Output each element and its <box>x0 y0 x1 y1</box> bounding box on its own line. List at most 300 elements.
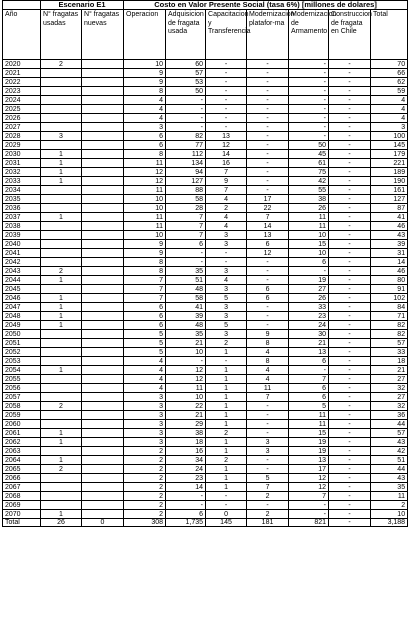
table-cell: 2 <box>124 483 166 492</box>
table-cell: 4 <box>206 222 247 231</box>
table-cell: - <box>329 132 371 141</box>
table-cell: 1 <box>206 438 247 447</box>
group-header-row <box>3 1 408 10</box>
table-cell <box>82 330 124 339</box>
table-cell: 11 <box>247 384 289 393</box>
table-cell: - <box>329 267 371 276</box>
table-cell: 1 <box>206 402 247 411</box>
table-cell: - <box>206 123 247 132</box>
table-cell: - <box>206 114 247 123</box>
table-cell: - <box>206 492 247 501</box>
table-cell: 10 <box>371 510 408 519</box>
table-cell: 29 <box>166 420 206 429</box>
table-cell: 2 <box>206 339 247 348</box>
table-row <box>3 465 408 474</box>
table-cell: - <box>329 393 371 402</box>
table-cell: - <box>247 465 289 474</box>
table-cell: - <box>166 249 206 258</box>
table-cell: 70 <box>371 60 408 69</box>
table-cell: 2048 <box>3 312 41 321</box>
table-cell: 2029 <box>3 141 41 150</box>
table-cell <box>82 474 124 483</box>
table-cell: 51 <box>371 456 408 465</box>
table-cell: 2026 <box>3 114 41 123</box>
table-cell: 6 <box>289 393 329 402</box>
table-cell <box>82 150 124 159</box>
table-cell: 12 <box>206 141 247 150</box>
table-cell: - <box>329 258 371 267</box>
table-cell: 1 <box>206 465 247 474</box>
table-cell: 1 <box>41 177 82 186</box>
table-cell <box>82 492 124 501</box>
table-cell <box>82 438 124 447</box>
table-cell: 5 <box>289 402 329 411</box>
table-cell: 2066 <box>3 474 41 483</box>
table-cell: - <box>289 501 329 510</box>
table-cell: 60 <box>166 60 206 69</box>
table-cell: - <box>329 438 371 447</box>
table-cell: 2047 <box>3 303 41 312</box>
table-cell: 2032 <box>3 168 41 177</box>
table-cell <box>41 330 82 339</box>
table-cell <box>82 258 124 267</box>
table-cell: 10 <box>124 231 166 240</box>
table-cell: 1 <box>206 420 247 429</box>
table-cell: 134 <box>166 159 206 168</box>
table-row <box>3 438 408 447</box>
table-cell: 0 <box>206 510 247 519</box>
table-cell: 1 <box>206 483 247 492</box>
table-cell <box>82 465 124 474</box>
table-row <box>3 186 408 195</box>
table-cell: 145 <box>371 141 408 150</box>
table-cell: 2 <box>124 510 166 519</box>
table-cell: 6 <box>124 312 166 321</box>
table-cell: 12 <box>247 249 289 258</box>
table-row <box>3 294 408 303</box>
table-cell: 1 <box>41 438 82 447</box>
table-cell <box>82 411 124 420</box>
table-cell: - <box>247 258 289 267</box>
table-cell: 5 <box>124 348 166 357</box>
table-cell <box>82 339 124 348</box>
table-cell: - <box>329 87 371 96</box>
table-cell: 9 <box>124 240 166 249</box>
table-cell: 1 <box>41 159 82 168</box>
table-cell: 1 <box>41 150 82 159</box>
table-cell: 1 <box>206 474 247 483</box>
table-cell: - <box>166 501 206 510</box>
table-cell: 3 <box>124 420 166 429</box>
table-cell: 9 <box>124 78 166 87</box>
table-cell: 2030 <box>3 150 41 159</box>
table-cell: 2023 <box>3 87 41 96</box>
table-cell: - <box>247 420 289 429</box>
table-cell: 10 <box>166 393 206 402</box>
table-cell: - <box>289 123 329 132</box>
table-cell: 42 <box>371 447 408 456</box>
table-cell <box>41 123 82 132</box>
table-cell: - <box>247 429 289 438</box>
table-row <box>3 168 408 177</box>
table-cell: 2033 <box>3 177 41 186</box>
table-cell: 4 <box>124 375 166 384</box>
table-row <box>3 78 408 87</box>
table-cell: 6 <box>289 384 329 393</box>
table-cell: 1 <box>41 168 82 177</box>
table-cell <box>82 195 124 204</box>
blank-header-cell <box>3 1 41 10</box>
table-cell: 1 <box>206 384 247 393</box>
table-cell: 2063 <box>3 447 41 456</box>
table-cell: 189 <box>371 168 408 177</box>
table-cell <box>82 267 124 276</box>
table-cell <box>41 222 82 231</box>
table-cell: 48 <box>166 321 206 330</box>
table-cell <box>41 96 82 105</box>
table-cell: 38 <box>289 195 329 204</box>
table-cell <box>41 114 82 123</box>
table-cell: 4 <box>124 357 166 366</box>
table-cell: 2070 <box>3 510 41 519</box>
table-cell: 2 <box>247 492 289 501</box>
table-cell: 10 <box>289 249 329 258</box>
table-cell: - <box>329 492 371 501</box>
table-cell: 2020 <box>3 60 41 69</box>
table-cell <box>41 447 82 456</box>
table-cell: 11 <box>371 492 408 501</box>
table-cell: 32 <box>371 384 408 393</box>
table-row <box>3 141 408 150</box>
table-cell: - <box>289 96 329 105</box>
table-cell: 8 <box>124 87 166 96</box>
table-cell: 17 <box>247 195 289 204</box>
table-cell: 3 <box>206 267 247 276</box>
table-cell: 11 <box>124 159 166 168</box>
table-cell: 4 <box>124 105 166 114</box>
table-cell: 7 <box>166 222 206 231</box>
table-cell <box>82 501 124 510</box>
table-cell <box>82 105 124 114</box>
table-cell: 2 <box>41 60 82 69</box>
table-cell: 15 <box>289 240 329 249</box>
table-cell: 2039 <box>3 231 41 240</box>
table-cell: 24 <box>289 321 329 330</box>
table-cell: 21 <box>166 339 206 348</box>
table-cell: - <box>289 366 329 375</box>
table-cell <box>41 348 82 357</box>
table-cell: 43 <box>371 474 408 483</box>
table-cell: - <box>329 510 371 519</box>
table-row <box>3 420 408 429</box>
table-cell: - <box>289 267 329 276</box>
table-cell: 2022 <box>3 78 41 87</box>
table-row <box>3 321 408 330</box>
table-cell: 2050 <box>3 330 41 339</box>
table-cell <box>82 456 124 465</box>
table-row <box>3 393 408 402</box>
table-cell: 11 <box>289 222 329 231</box>
table-row <box>3 510 408 519</box>
table-row <box>3 69 408 78</box>
table-cell: 82 <box>371 321 408 330</box>
table-cell <box>82 249 124 258</box>
table-row <box>3 492 408 501</box>
table-cell: 4 <box>124 384 166 393</box>
table-cell: 16 <box>166 447 206 456</box>
table-cell: 35 <box>371 483 408 492</box>
table-cell: 3 <box>247 447 289 456</box>
table-cell: 2042 <box>3 258 41 267</box>
table-row <box>3 96 408 105</box>
table-cell: 12 <box>124 168 166 177</box>
table-cell: 3 <box>206 240 247 249</box>
table-cell: 50 <box>166 87 206 96</box>
table-cell <box>41 141 82 150</box>
table-cell: - <box>329 375 371 384</box>
table-row <box>3 483 408 492</box>
table-cell: - <box>166 96 206 105</box>
table-cell: 1 <box>41 429 82 438</box>
table-cell: 2060 <box>3 420 41 429</box>
table-cell: 43 <box>371 231 408 240</box>
table-cell: 18 <box>371 357 408 366</box>
table-cell: 7 <box>166 213 206 222</box>
table-cell: 31 <box>371 249 408 258</box>
table-cell: 4 <box>124 96 166 105</box>
table-cell: 6 <box>247 294 289 303</box>
table-cell: - <box>329 303 371 312</box>
table-cell: - <box>206 105 247 114</box>
table-cell: 23 <box>166 474 206 483</box>
table-cell: - <box>247 312 289 321</box>
table-cell: 190 <box>371 177 408 186</box>
table-cell: - <box>329 348 371 357</box>
table-cell: 2056 <box>3 384 41 393</box>
col-header-acquisition: Adquisicion de fragata usada <box>166 10 206 60</box>
table-cell: - <box>247 177 289 186</box>
table-cell: 62 <box>371 78 408 87</box>
table-cell <box>82 447 124 456</box>
table-cell: 2044 <box>3 276 41 285</box>
table-cell: 2 <box>124 456 166 465</box>
table-cell: - <box>329 447 371 456</box>
table-cell <box>82 60 124 69</box>
table-cell: 1 <box>41 510 82 519</box>
table-cell: 9 <box>124 249 166 258</box>
table-cell: 3 <box>124 402 166 411</box>
table-cell: - <box>329 411 371 420</box>
table-cell: 1 <box>41 312 82 321</box>
table-row <box>3 429 408 438</box>
table-cell: 2043 <box>3 267 41 276</box>
table-cell: 6 <box>166 240 206 249</box>
table-cell: - <box>247 123 289 132</box>
table-cell: 2053 <box>3 357 41 366</box>
table-cell: 1 <box>206 366 247 375</box>
table-cell: - <box>329 177 371 186</box>
table-cell: 11 <box>289 213 329 222</box>
table-cell: 2061 <box>3 429 41 438</box>
table-cell: - <box>289 78 329 87</box>
table-cell: 82 <box>371 330 408 339</box>
table-cell <box>82 285 124 294</box>
table-cell: 12 <box>166 375 206 384</box>
table-cell: 58 <box>166 195 206 204</box>
col-header-operation: Operacion <box>124 10 166 60</box>
table-cell: 4 <box>206 195 247 204</box>
table-cell: 7 <box>289 492 329 501</box>
table-row <box>3 276 408 285</box>
table-row <box>3 213 408 222</box>
table-cell <box>82 348 124 357</box>
table-cell: 112 <box>166 150 206 159</box>
table-cell: 2038 <box>3 222 41 231</box>
table-cell: 17 <box>289 465 329 474</box>
table-cell: 51 <box>166 276 206 285</box>
table-cell: 27 <box>289 285 329 294</box>
total-cell: 308 <box>124 519 166 527</box>
table-cell <box>82 87 124 96</box>
table-cell: 2065 <box>3 465 41 474</box>
table-cell: 11 <box>124 213 166 222</box>
table-cell: - <box>206 501 247 510</box>
table-cell: - <box>247 87 289 96</box>
table-cell: - <box>329 186 371 195</box>
table-cell: - <box>329 384 371 393</box>
table-cell: 2 <box>124 501 166 510</box>
table-cell: 42 <box>289 177 329 186</box>
table-cell: 6 <box>247 240 289 249</box>
table-cell: 11 <box>166 384 206 393</box>
table-cell <box>82 510 124 519</box>
table-cell: 1 <box>41 276 82 285</box>
table-cell: 33 <box>289 303 329 312</box>
table-cell: 6 <box>289 357 329 366</box>
table-cell: - <box>247 114 289 123</box>
table-cell: - <box>206 60 247 69</box>
table-cell: 35 <box>166 330 206 339</box>
table-row <box>3 312 408 321</box>
table-row <box>3 330 408 339</box>
table-cell: 5 <box>247 474 289 483</box>
table-cell: 21 <box>289 339 329 348</box>
col-header-construction: Construccion de fragata en Chile <box>329 10 371 60</box>
table-cell <box>82 123 124 132</box>
col-header-training: Capacitacion y Transferencia <box>206 10 247 60</box>
col-header-used-frigates: N° fragatas usadas <box>41 10 82 60</box>
table-cell <box>41 258 82 267</box>
table-cell: 14 <box>166 483 206 492</box>
table-cell: 2 <box>124 447 166 456</box>
table-cell: 36 <box>371 411 408 420</box>
table-cell <box>41 231 82 240</box>
total-cell: 0 <box>82 519 124 527</box>
table-cell: 21 <box>166 411 206 420</box>
table-cell <box>82 402 124 411</box>
table-cell: 3 <box>247 438 289 447</box>
table-row <box>3 375 408 384</box>
table-cell: - <box>247 150 289 159</box>
table-cell: - <box>206 78 247 87</box>
table-cell: 4 <box>247 375 289 384</box>
table-cell <box>82 186 124 195</box>
table-cell: 2059 <box>3 411 41 420</box>
table-cell <box>41 420 82 429</box>
table-cell <box>82 321 124 330</box>
table-cell: - <box>247 105 289 114</box>
table-cell: - <box>166 492 206 501</box>
table-row <box>3 204 408 213</box>
table-row <box>3 411 408 420</box>
table-cell <box>41 375 82 384</box>
table-cell: 24 <box>166 465 206 474</box>
table-cell <box>41 501 82 510</box>
table-cell: 13 <box>247 231 289 240</box>
table-row <box>3 285 408 294</box>
table-cell <box>41 240 82 249</box>
table-cell: 39 <box>166 312 206 321</box>
table-cell: 8 <box>124 267 166 276</box>
table-cell <box>82 240 124 249</box>
table-cell: - <box>329 168 371 177</box>
table-cell: 6 <box>247 285 289 294</box>
table-cell <box>41 492 82 501</box>
table-cell: - <box>329 474 371 483</box>
table-cell: 2 <box>124 492 166 501</box>
table-cell: - <box>329 150 371 159</box>
table-cell: - <box>329 420 371 429</box>
table-cell: 2 <box>41 465 82 474</box>
table-cell: - <box>329 330 371 339</box>
total-cell: 821 <box>289 519 329 527</box>
table-row <box>3 348 408 357</box>
table-cell: 3 <box>206 303 247 312</box>
table-cell: 57 <box>371 339 408 348</box>
col-header-platform-modernization: Modernizacion platafor-ma <box>247 10 289 60</box>
table-cell <box>41 186 82 195</box>
table-cell: - <box>247 96 289 105</box>
table-cell: 26 <box>289 294 329 303</box>
table-cell: 55 <box>289 186 329 195</box>
table-cell: 15 <box>289 429 329 438</box>
table-cell <box>82 132 124 141</box>
table-cell: 3 <box>124 438 166 447</box>
table-cell: 11 <box>289 411 329 420</box>
table-cell: 9 <box>124 69 166 78</box>
table-cell: 2 <box>247 510 289 519</box>
table-cell: 11 <box>289 420 329 429</box>
table-cell: 27 <box>371 393 408 402</box>
table-cell: - <box>329 366 371 375</box>
table-cell: 179 <box>371 150 408 159</box>
table-cell: 2031 <box>3 159 41 168</box>
table-cell: 8 <box>124 150 166 159</box>
table-cell: - <box>247 132 289 141</box>
table-cell <box>82 429 124 438</box>
table-cell <box>82 393 124 402</box>
table-cell: 87 <box>371 204 408 213</box>
table-cell: 1 <box>41 321 82 330</box>
table-cell: 11 <box>124 186 166 195</box>
table-cell: 23 <box>289 312 329 321</box>
table-cell: 34 <box>166 456 206 465</box>
table-cell: 48 <box>166 285 206 294</box>
table-cell: 3 <box>124 393 166 402</box>
table-cell: 3 <box>371 123 408 132</box>
table-cell: 5 <box>124 339 166 348</box>
table-cell: 12 <box>166 366 206 375</box>
